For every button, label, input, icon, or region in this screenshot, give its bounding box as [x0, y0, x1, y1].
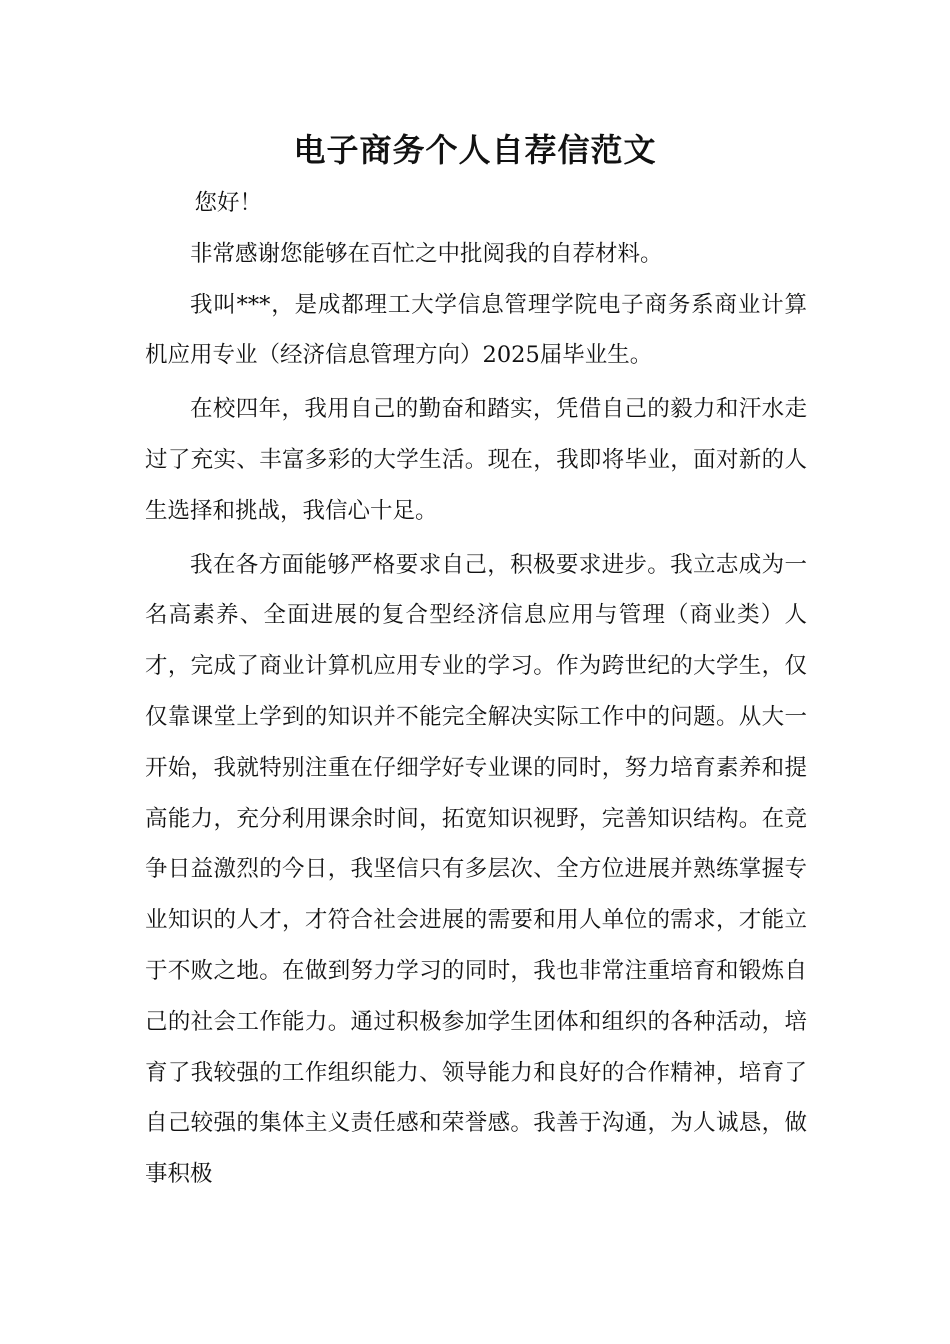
- paragraph-thanks: 非常感谢您能够在百忙之中批阅我的自荐材料。: [190, 240, 663, 267]
- document-title: 电子商务个人自荐信范文: [293, 131, 657, 169]
- paragraph-self-assessment: 我在各方面能够严格要求自己，积极要求进步。我立志成为一名高素养、全面进展的复合型经济信息应用与管理（商业类）人才，完成了商业计算机应用专业的学习。作为跨世纪的大学生，仅仅靠课堂上学到的知识并不能完全解决实际工作中的问题。从大一开始，我就特别注重在仔细学好专业课的同时，努力培育素养和提高能力，充分利用课余时间，拓宽知识视野，完善知识结构。在竞争日益激烈的今日，我坚信只有多层次、全方位进展并熟练掌握专业知识的人才，才符合社会进展的需要和用人单位的需求，才能立于不败之地。在做到努力学习的同时，我也非常注重培育和锻炼自己的社会工作能力。通过积极参加学生团体和组织的各种活动，培育了我较强的工作组织能力、领导能力和良好的合作精神，培育了自己较强的集体主义责任感和荣誉感。我善于沟通，为人诚恳，做事积极: [145, 551, 807, 1188]
- paragraph-introduction: 我叫***，是成都理工大学信息管理学院电子商务系商业计算机应用专业（经济信息管理方向）2025届毕业生。: [145, 291, 807, 369]
- letter-body: [145, 178, 807, 1200]
- greeting-line: 您好！: [194, 190, 263, 216]
- paragraph-campus-life: 在校四年，我用自己的勤奋和踏实，凭借自己的毅力和汗水走过了充实、丰富多彩的大学生活。现在，我即将毕业，面对新的人生选择和挑战，我信心十足。: [145, 396, 807, 524]
